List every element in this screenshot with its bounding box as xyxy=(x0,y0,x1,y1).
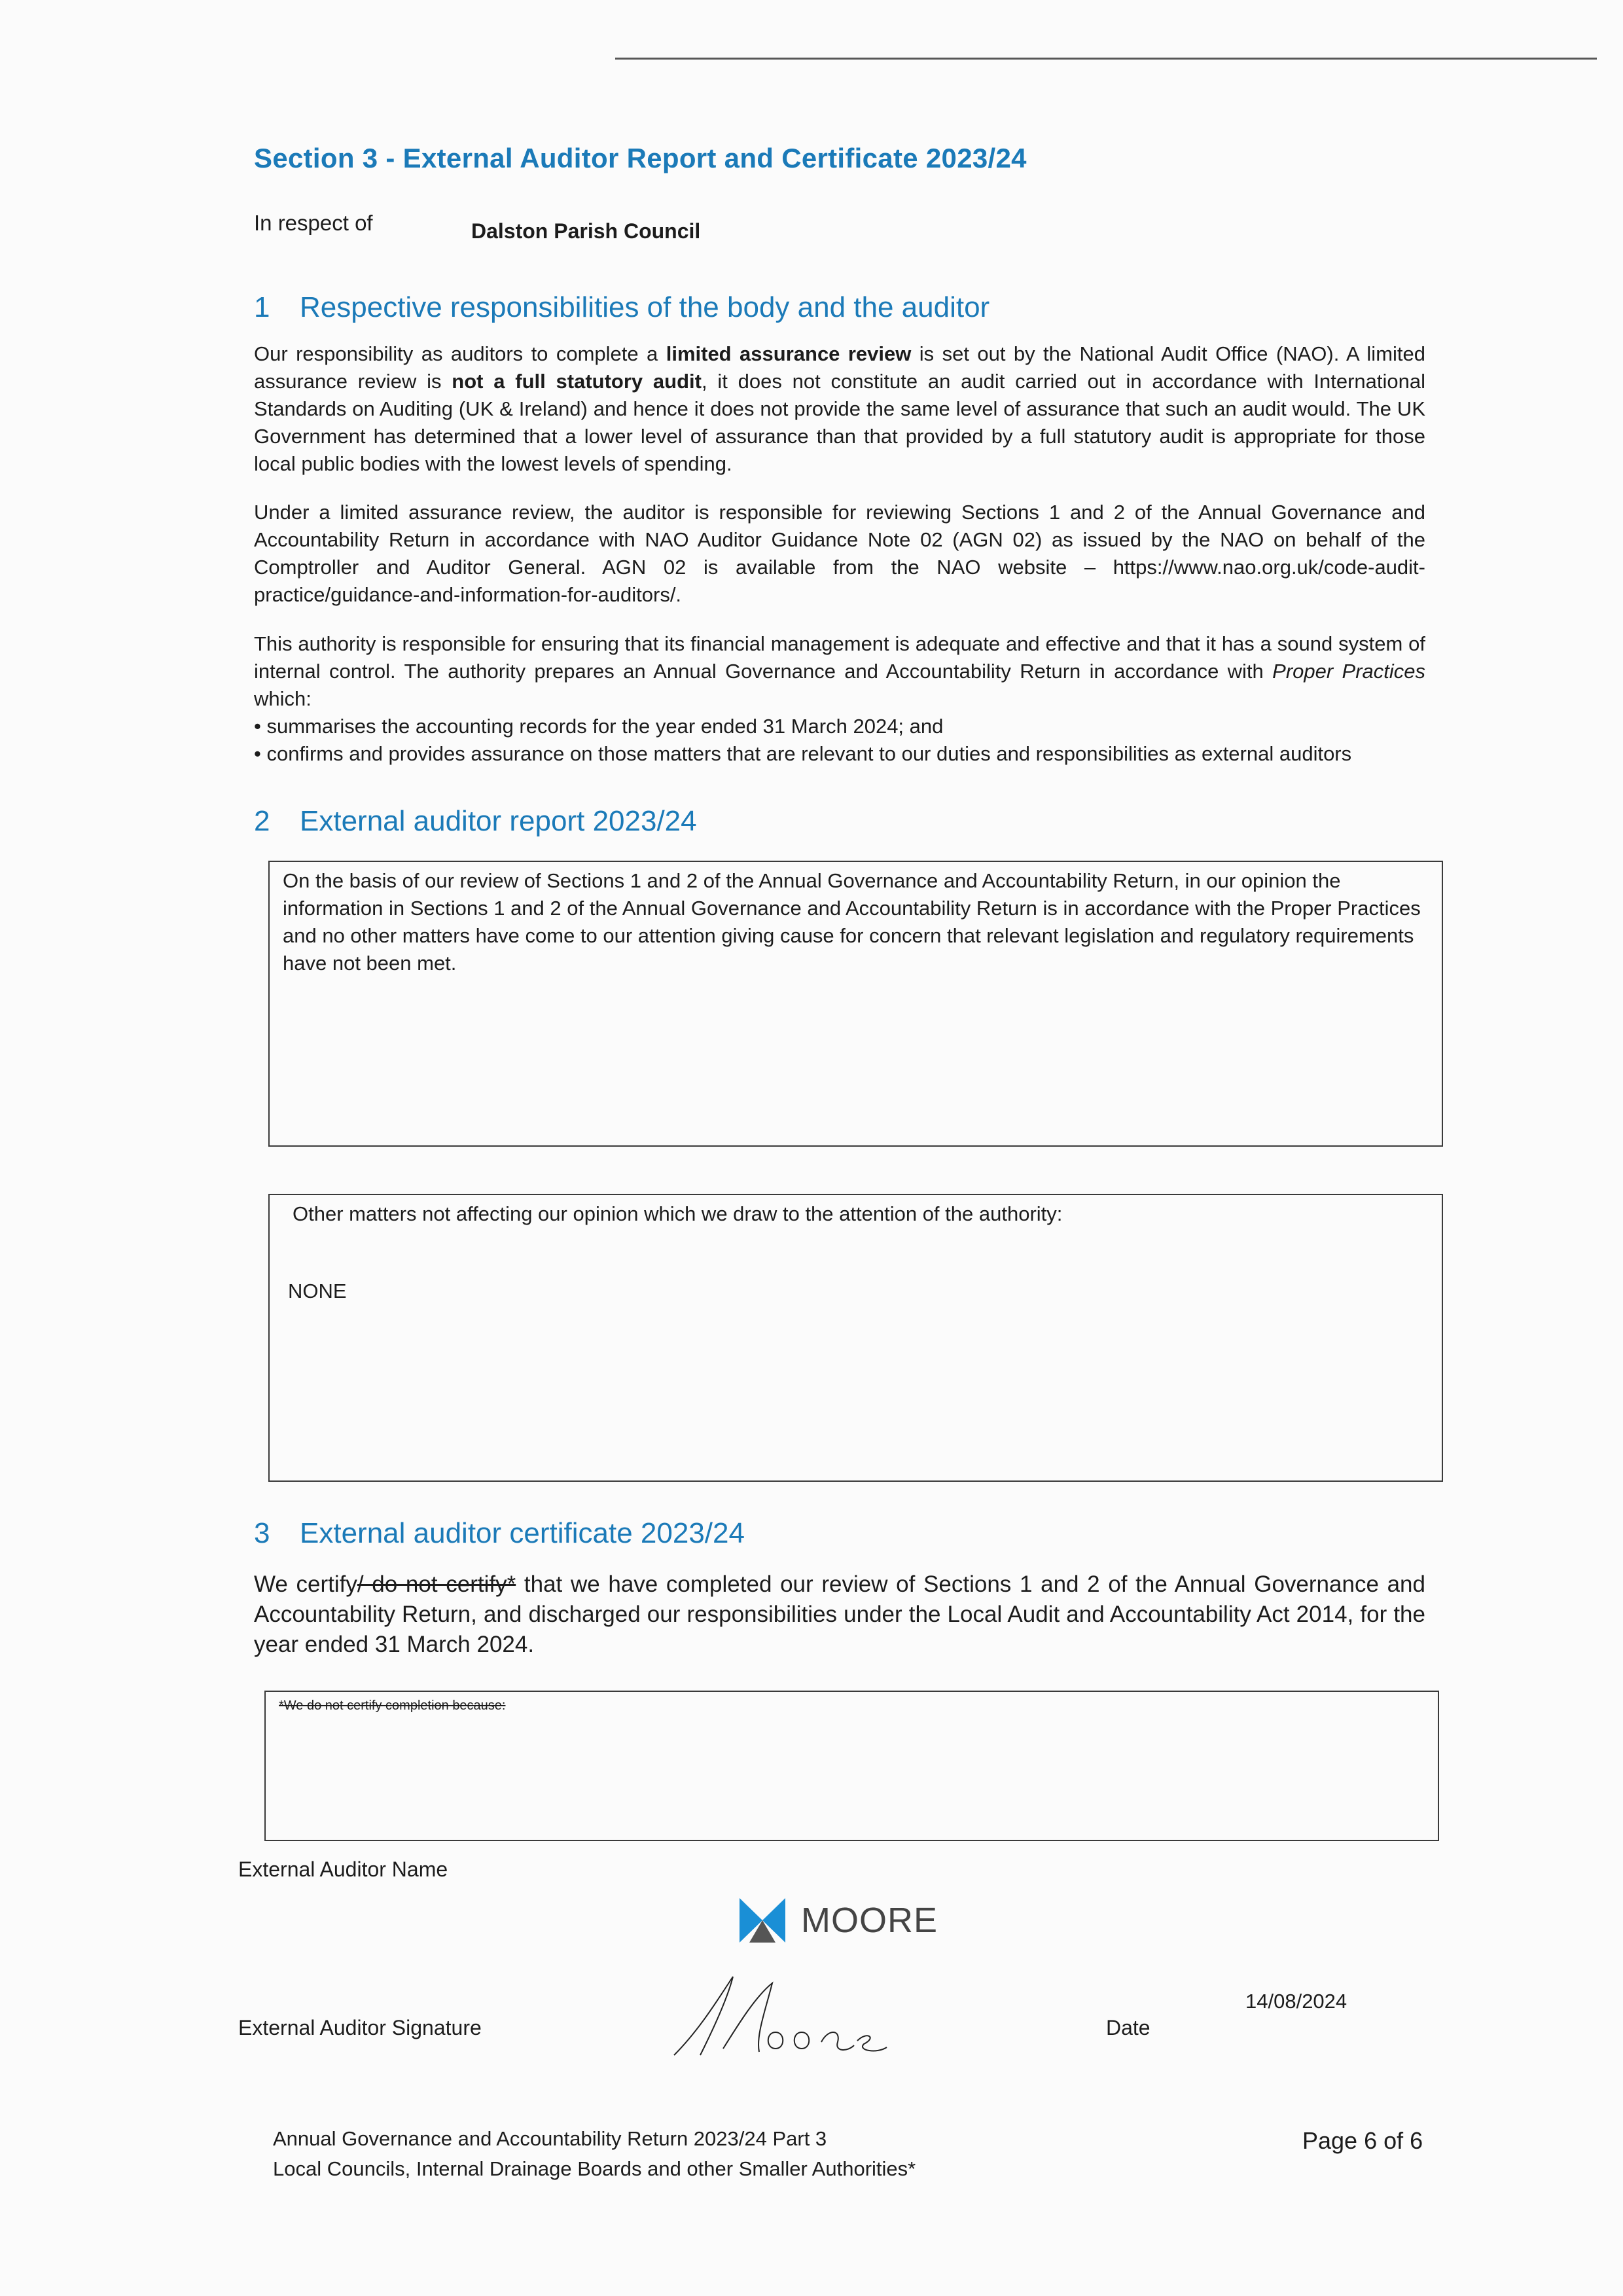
not-certify-box xyxy=(264,1691,1439,1841)
auditor-signature-label: External Auditor Signature xyxy=(238,2016,482,2039)
bullet-item: • confirms and provides assurance on those matters that are relevant to our duties and responsibilities as external auditors xyxy=(254,742,1352,765)
section-title: Respective responsibilities of the body and the auditor xyxy=(300,291,990,323)
other-matters-box xyxy=(268,1194,1443,1482)
emphasis: not a full statutory audit xyxy=(452,370,702,393)
page-title: Section 3 - External Auditor Report and Certificate 2023/24 xyxy=(254,143,1027,173)
page-number: Page 6 of 6 xyxy=(1302,2127,1423,2154)
respect-label: In respect of xyxy=(254,211,373,235)
section-number: 3 xyxy=(254,1517,270,1549)
responsibility-paragraph xyxy=(254,340,1425,478)
footer-line-2: Local Councils, Internal Drainage Boards and other Smaller Authorities* xyxy=(273,2157,916,2180)
text: We certify xyxy=(254,1571,357,1597)
not-certify-label: *We do not certify completion because: xyxy=(279,1698,506,1713)
date-label: Date xyxy=(1106,2016,1150,2039)
footer-line-1: Annual Governance and Accountability Return 2023/24 Part 3 xyxy=(273,2127,827,2150)
text: is set out by the National Audit Office (NAO). A limited assurance review is xyxy=(254,342,1426,393)
authority-paragraph xyxy=(254,630,1425,768)
section-3-heading xyxy=(254,1517,745,1550)
text: that we have completed our review of Sections 1 and 2 of the Annual Governance and Accountability Return, and discharged our responsibilities under the Local Audit and Accountability Act 2014, for the year ended 31 March 2024. xyxy=(254,1571,1425,1657)
text: This authority is responsible for ensuring that its financial management is adequate and effective and that it has a sound system of internal control. The authority prepares an Annual Governance and Accountability Return in accordance with xyxy=(254,632,1425,683)
struck-text: / do not certify* xyxy=(357,1571,516,1597)
top-rule xyxy=(615,58,1597,60)
moore-logo xyxy=(740,1898,938,1943)
date-value: 14/08/2024 xyxy=(1245,1990,1347,2013)
document-footer xyxy=(273,2124,916,2184)
bullet-item: • summarises the accounting records for the year ended 31 March 2024; and xyxy=(254,715,944,738)
auditor-name-label: External Auditor Name xyxy=(238,1857,448,1881)
firm-name: MOORE xyxy=(801,1901,938,1940)
opinion-text: On the basis of our review of Sections 1 and 2 of the Annual Governance and Accountability Return, in our opinion the information in Sections 1 and 2 of the Annual Governance and Accountability Return is in accordance with the Proper Practices and no other matters have come to our attention giving cause for concern that relevant legislation and regulatory requirements have not been met. xyxy=(283,869,1421,975)
text: , it does not constitute an audit carried out in accordance with International Standards on Auditing (UK & Ireland) and hence it does not provide the same level of assurance that such an audit would. The UK Government has determined that a lower level of assurance than that provided by a full statutory audit is appropriate for those local public bodies with the lowest levels of spending. xyxy=(254,370,1425,475)
auditor-signature xyxy=(661,1970,936,2062)
section-number: 1 xyxy=(254,291,270,323)
section-title: External auditor certificate 2023/24 xyxy=(300,1517,745,1549)
emphasis: limited assurance review xyxy=(666,342,912,365)
certificate-statement xyxy=(254,1570,1425,1660)
section-number: 2 xyxy=(254,805,270,837)
opinion-box xyxy=(268,861,1443,1147)
review-paragraph: Under a limited assurance review, the auditor is responsible for reviewing Sections 1 and 2 of the Annual Governance and Accountability Return in accordance with NAO Auditor Guidance Note 02 (AGN 02) as issued by the NAO on behalf of the Comptroller and Auditor General. AGN 02 is available from the NAO website – https://www.nao.org.uk/code-audit-practice/guidance-and-information-for-auditors/. xyxy=(254,501,1425,606)
section-2-heading xyxy=(254,805,697,838)
authority-name: Dalston Parish Council xyxy=(471,219,701,243)
italic-term: Proper Practices xyxy=(1272,660,1426,683)
other-matters-label: Other matters not affecting our opinion which we draw to the attention of the authority: xyxy=(293,1202,1063,1225)
section-title: External auditor report 2023/24 xyxy=(300,805,697,837)
moore-logo-icon xyxy=(740,1898,785,1943)
text: which: xyxy=(254,687,312,710)
other-matters-value: NONE xyxy=(288,1280,347,1302)
section-1-heading xyxy=(254,291,990,324)
text: Our responsibility as auditors to complete a xyxy=(254,342,666,365)
